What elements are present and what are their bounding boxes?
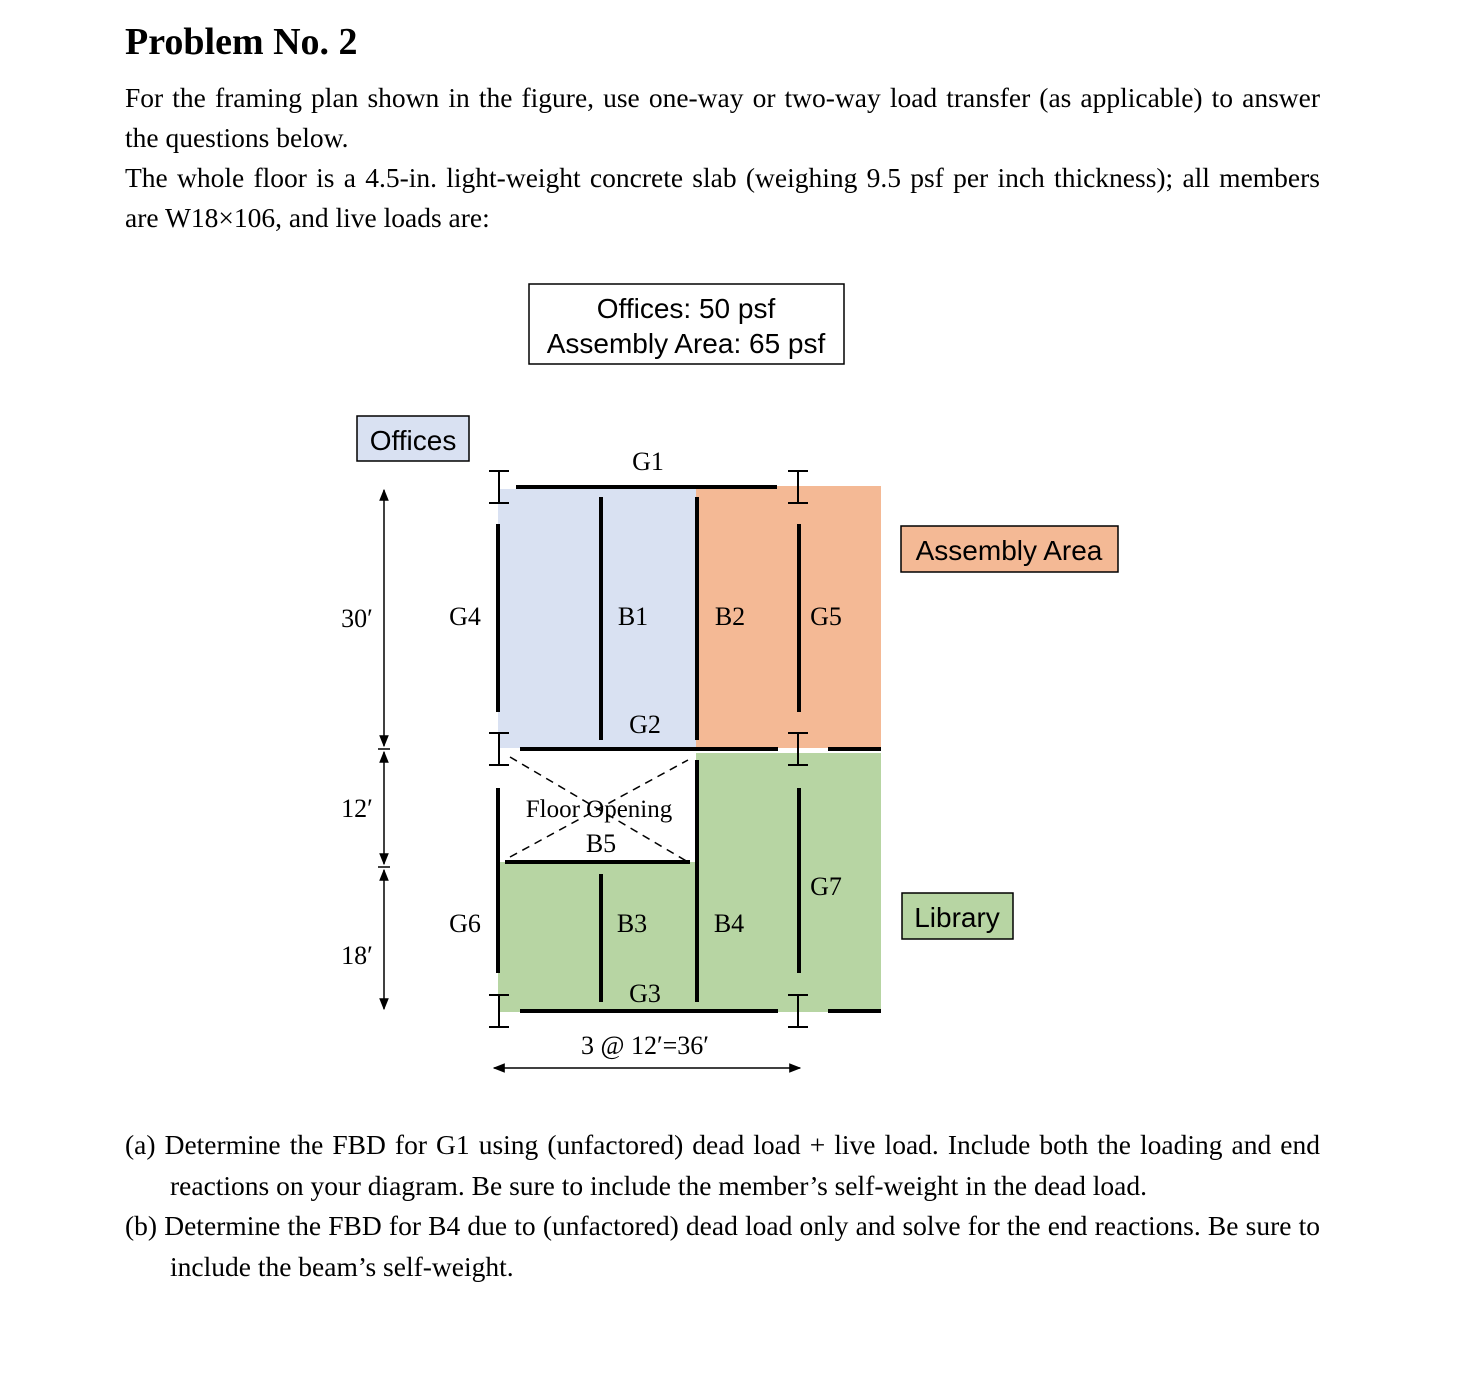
problem-title: Problem No. 2 [125, 21, 358, 63]
problem-intro-2: The whole floor is a 4.5-in. light-weight concrete slab (weighing 9.5 psf per inch thickness); all members are W18×106, and live loads are: [125, 162, 1320, 233]
legend-offices-label: Offices [369, 425, 457, 456]
label-b3: B3 [616, 909, 648, 938]
library-region-right [696, 753, 881, 1012]
label-g3: G3 [629, 979, 661, 1008]
label-g5: G5 [810, 602, 842, 631]
vertical-dimensions [378, 490, 390, 1009]
dim-12ft: 12′ [341, 794, 373, 823]
question-b: (b) Determine the FBD for B4 due to (unfactored) dead load only and solve for the end reactions. Be sure to include the beam’s self-weight. [125, 1210, 1320, 1282]
live-load-box [529, 284, 844, 364]
problem-intro-1: For the framing plan shown in the figure, use one-way or two-way load transfer (as applicable) to answer the questions below. [125, 82, 1320, 153]
label-b4: B4 [713, 909, 745, 938]
library-region-bottom [498, 862, 696, 1012]
floor-opening-label: Floor Opening [525, 796, 673, 823]
dim-bottom: 3 @ 12′=36′ [581, 1031, 709, 1060]
legend-offices [357, 416, 469, 461]
legend-assembly-label: Assembly Area [915, 535, 1103, 566]
dim-30ft: 30′ [341, 604, 373, 633]
label-g4: G4 [449, 602, 481, 631]
legend-library-label: Library [914, 902, 1000, 933]
label-b2: B2 [714, 602, 746, 631]
question-list [125, 1125, 1320, 1287]
label-g7: G7 [810, 872, 842, 901]
label-g1: G1 [632, 447, 664, 476]
question-a: (a) Determine the FBD for G1 using (unfactored) dead load + live load. Include both the loading and end reactions on your diagram. Be sure to include the member’s self-weight in the dead load. [125, 1129, 1320, 1201]
label-g2: G2 [629, 710, 661, 739]
legend-library [902, 893, 1013, 939]
dim-18ft: 18′ [341, 941, 373, 970]
live-load-assembly: Assembly Area: 65 psf [546, 328, 826, 359]
legend-assembly-area [901, 526, 1118, 572]
label-b1: B1 [617, 602, 649, 631]
label-g6: G6 [449, 909, 481, 938]
offices-region [498, 489, 696, 748]
live-load-offices: Offices: 50 psf [596, 293, 776, 324]
label-b5: B5 [585, 829, 617, 858]
